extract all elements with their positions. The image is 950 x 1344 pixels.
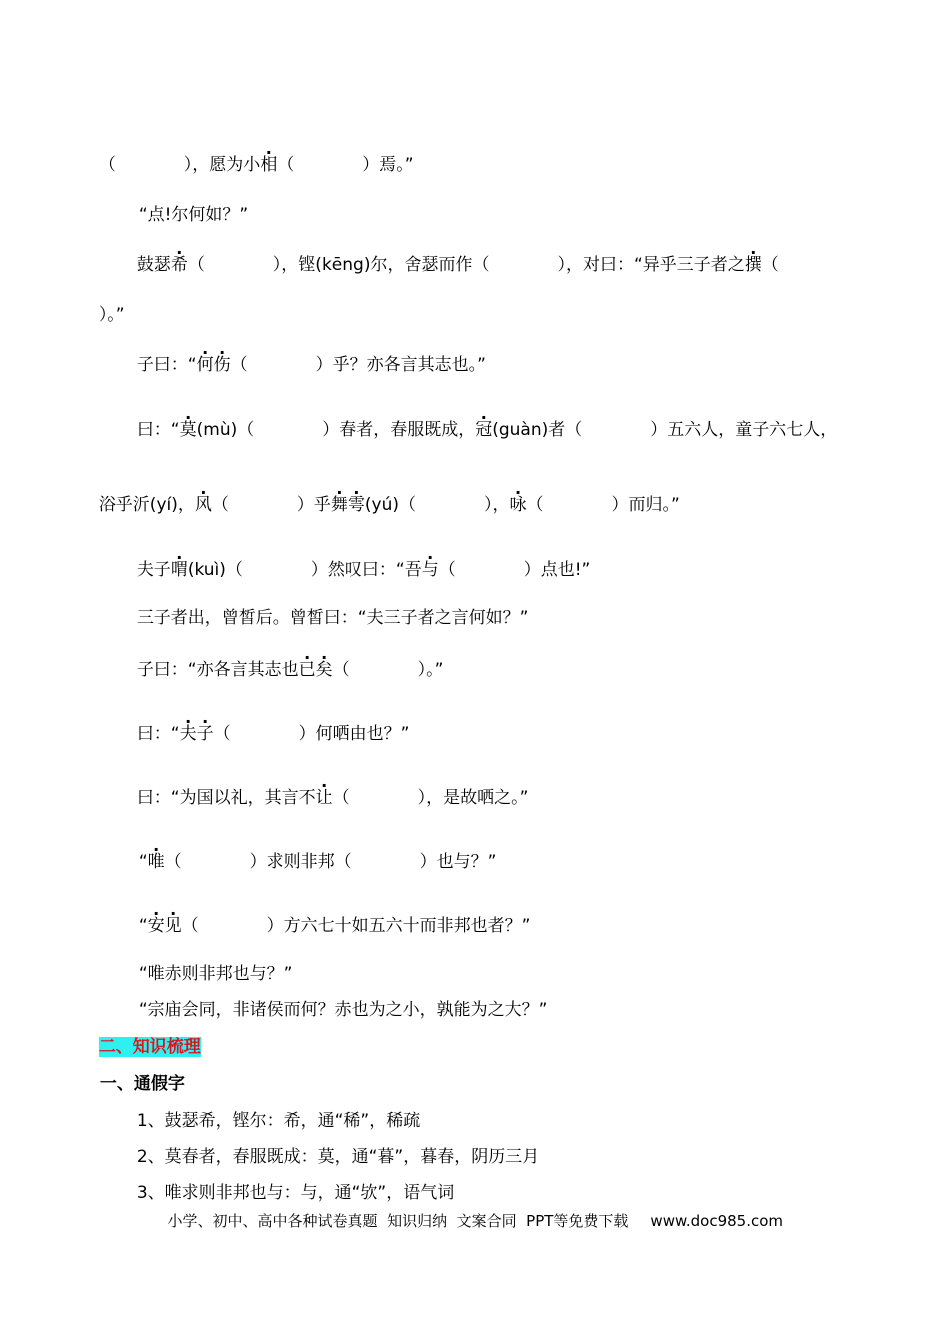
subsection-title-tongjiazi: 一、通假字 bbox=[99, 1074, 185, 1094]
list-item: 1、鼓瑟希，铿尔：希，通“稀”，稀疏 bbox=[136, 1111, 421, 1131]
dotted-char: 希 bbox=[170, 255, 188, 275]
passage-line-15: “唯赤则非邦也与？” bbox=[138, 964, 293, 984]
dotted-char: 与 bbox=[421, 560, 439, 580]
section-title-knowledge: 二、知识梳理 bbox=[98, 1037, 201, 1057]
dotted-char: 矣 bbox=[315, 660, 333, 680]
passage-line-4: ）。” bbox=[98, 305, 125, 325]
dotted-char: 冠 bbox=[475, 420, 493, 440]
passage-line-12: 曰：“为国以礼，其言不让（ ），是故哂之。” bbox=[136, 788, 529, 808]
passage-line-14: “安见（ ）方六七十如五六十而非邦也者？” bbox=[138, 916, 531, 936]
dotted-char: 喟 bbox=[170, 560, 188, 580]
dotted-char: 撰 bbox=[744, 255, 762, 275]
dotted-char: 舞 bbox=[330, 495, 348, 515]
passage-line-13: “唯（ ）求则非邦（ ）也与？” bbox=[138, 852, 497, 872]
dotted-char: 咏 bbox=[509, 495, 527, 515]
dotted-char: 风 bbox=[194, 495, 212, 515]
footer-url[interactable]: www.doc985.com bbox=[650, 1212, 783, 1230]
dotted-char: 夫 bbox=[179, 724, 197, 744]
passage-line-5: 子曰：“何伤（ ）乎？亦各言其志也。” bbox=[136, 355, 486, 375]
dotted-char: 让 bbox=[315, 788, 333, 808]
dotted-char: 莫 bbox=[179, 420, 197, 440]
dotted-char: 子 bbox=[196, 724, 214, 744]
passage-line-11: 曰：“夫子（ ）何哂由也？” bbox=[136, 724, 410, 744]
passage-line-16: “宗庙会同，非诸侯而何？赤也为之小，孰能为之大？” bbox=[138, 1000, 548, 1020]
passage-line-1: （ ），愿为小相（ ）焉。” bbox=[98, 155, 414, 175]
list-item: 2、莫春者，春服既成：莫，通“暮”，暮春，阴历三月 bbox=[136, 1147, 540, 1167]
passage-line-6: 曰：“莫(mù)（ ）春者，春服既成，冠(guàn)者（ ）五六人，童子六七人， bbox=[136, 420, 838, 440]
footer-text: 小学、初中、高中各种试卷真题 知识归纳 文案合同 PPT等免费下载 bbox=[167, 1212, 629, 1230]
page-footer bbox=[158, 1192, 783, 1231]
dotted-char: 唯 bbox=[147, 852, 165, 872]
passage-line-2: “点!尔何如？” bbox=[138, 205, 249, 225]
dotted-char: 伤 bbox=[213, 355, 231, 375]
dotted-char: 何 bbox=[196, 355, 214, 375]
passage-line-9: 三子者出，曾皙后。曾皙曰：“夫三子者之言何如？” bbox=[136, 608, 529, 628]
dotted-char: 相 bbox=[260, 155, 278, 175]
dotted-char: 见 bbox=[164, 916, 182, 936]
dotted-char: 安 bbox=[147, 916, 165, 936]
dotted-char: 已 bbox=[298, 660, 316, 680]
passage-line-8: 夫子喟(kuì)（ ）然叹曰：“吾与（ ）点也!” bbox=[136, 560, 591, 580]
passage-line-3: 鼓瑟希（ ），铿(kēng)尔，舍瑟而作（ ），对曰：“异乎三子者之撰（ bbox=[136, 255, 779, 275]
passage-line-10: 子曰：“亦各言其志也已矣（ ）。” bbox=[136, 660, 444, 680]
dotted-char: 雩 bbox=[347, 495, 365, 515]
list-item: 3、唯求则非邦也与：与，通“欤”，语气词 bbox=[136, 1183, 455, 1203]
passage-line-7: 浴乎沂(yí)，风（ ）乎舞雩(yú)（ ），咏（ ）而归。” bbox=[98, 495, 680, 515]
